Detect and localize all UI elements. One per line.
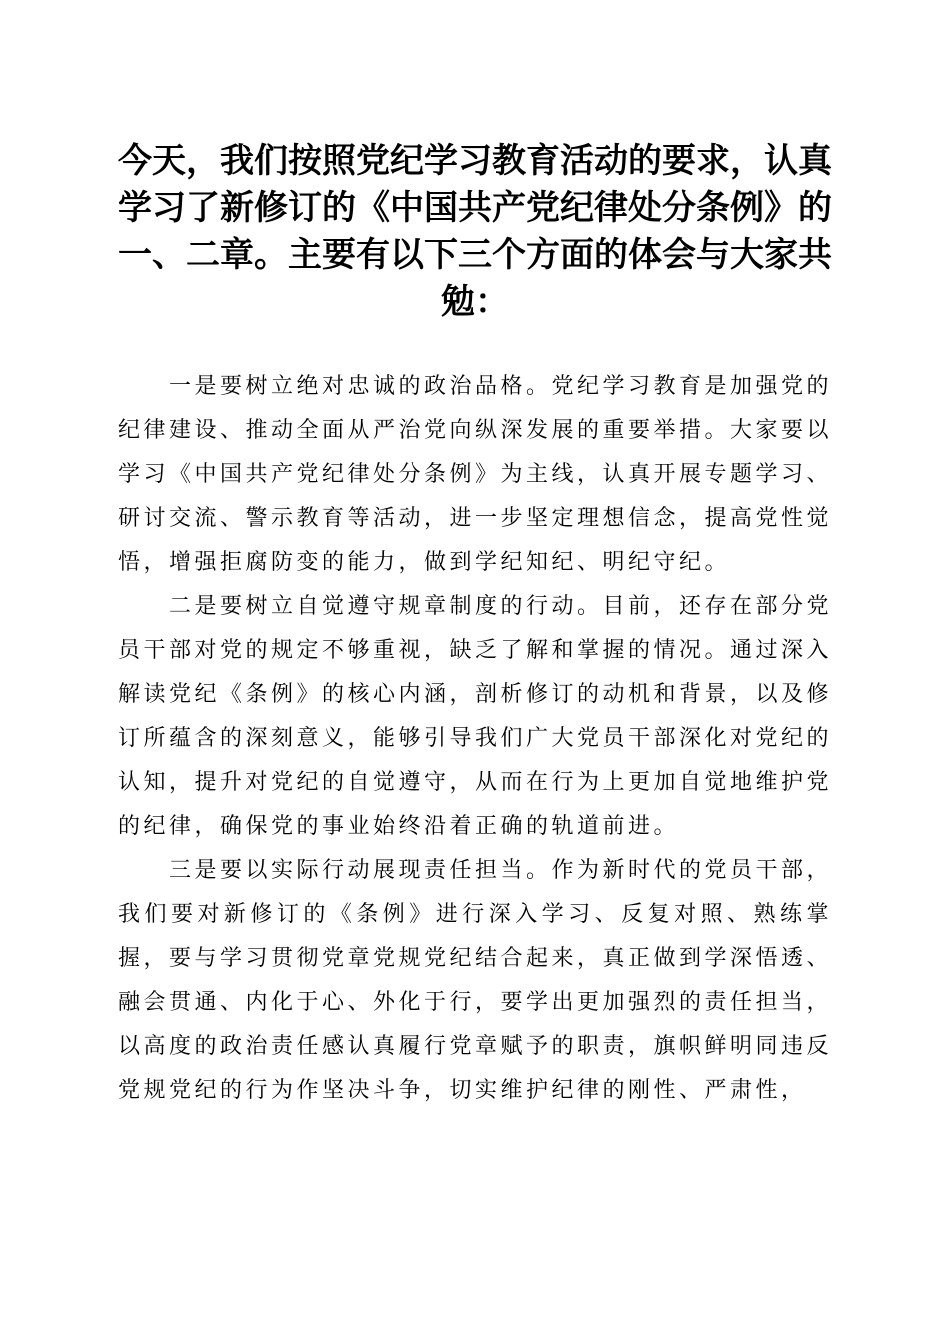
document-body [118, 365, 832, 1113]
paragraph-2: 二是要树立自觉遵守规章制度的行动。目前，还存在部分党员干部对党的规定不够重视，缺乏了解和掌握的情况。通过深入解读党纪《条例》的核心内涵，剖析修订的动机和背景，以及修订所蕴含的深刻意义，能够引导我们广大党员干部深化对党纪的认知，提升对党纪的自觉遵守，从而在行为上更加自觉地维护党的纪律，确保党的事业始终沿着正确的轨道前进。 [118, 594, 833, 839]
paragraph-1: 一是要树立绝对忠诚的政治品格。党纪学习教育是加强党的纪律建设、推动全面从严治党向纵深发展的重要举措。大家要以学习《中国共产党纪律处分条例》为主线，认真开展专题学习、研讨交流、警示教育等活动，进一步坚定理想信念，提高党性觉悟，增强拒腐防变的能力，做到学纪知纪、明纪守纪。 [118, 374, 833, 575]
paragraph-3: 三是要以实际行动展现责任担当。作为新时代的党员干部，我们要对新修订的《条例》进行深入学习、反复对照、熟练掌握，要与学习贯彻党章党规党纪结合起来，真正做到学深悟透、融会贯通、内化于心、外化于行，要学出更加强烈的责任担当，以高度的政治责任感认真履行党章赋予的职责，旗帜鲜明同违反党规党纪的行为作坚决斗争，切实维护纪律的刚性、严肃性， [118, 858, 833, 1103]
document-title: 今天，我们按照党纪学习教育活动的要求，认真学习了新修订的《中国共产党纪律处分条例》的一、二章。主要有以下三个方面的体会与大家共勉： [118, 141, 832, 322]
